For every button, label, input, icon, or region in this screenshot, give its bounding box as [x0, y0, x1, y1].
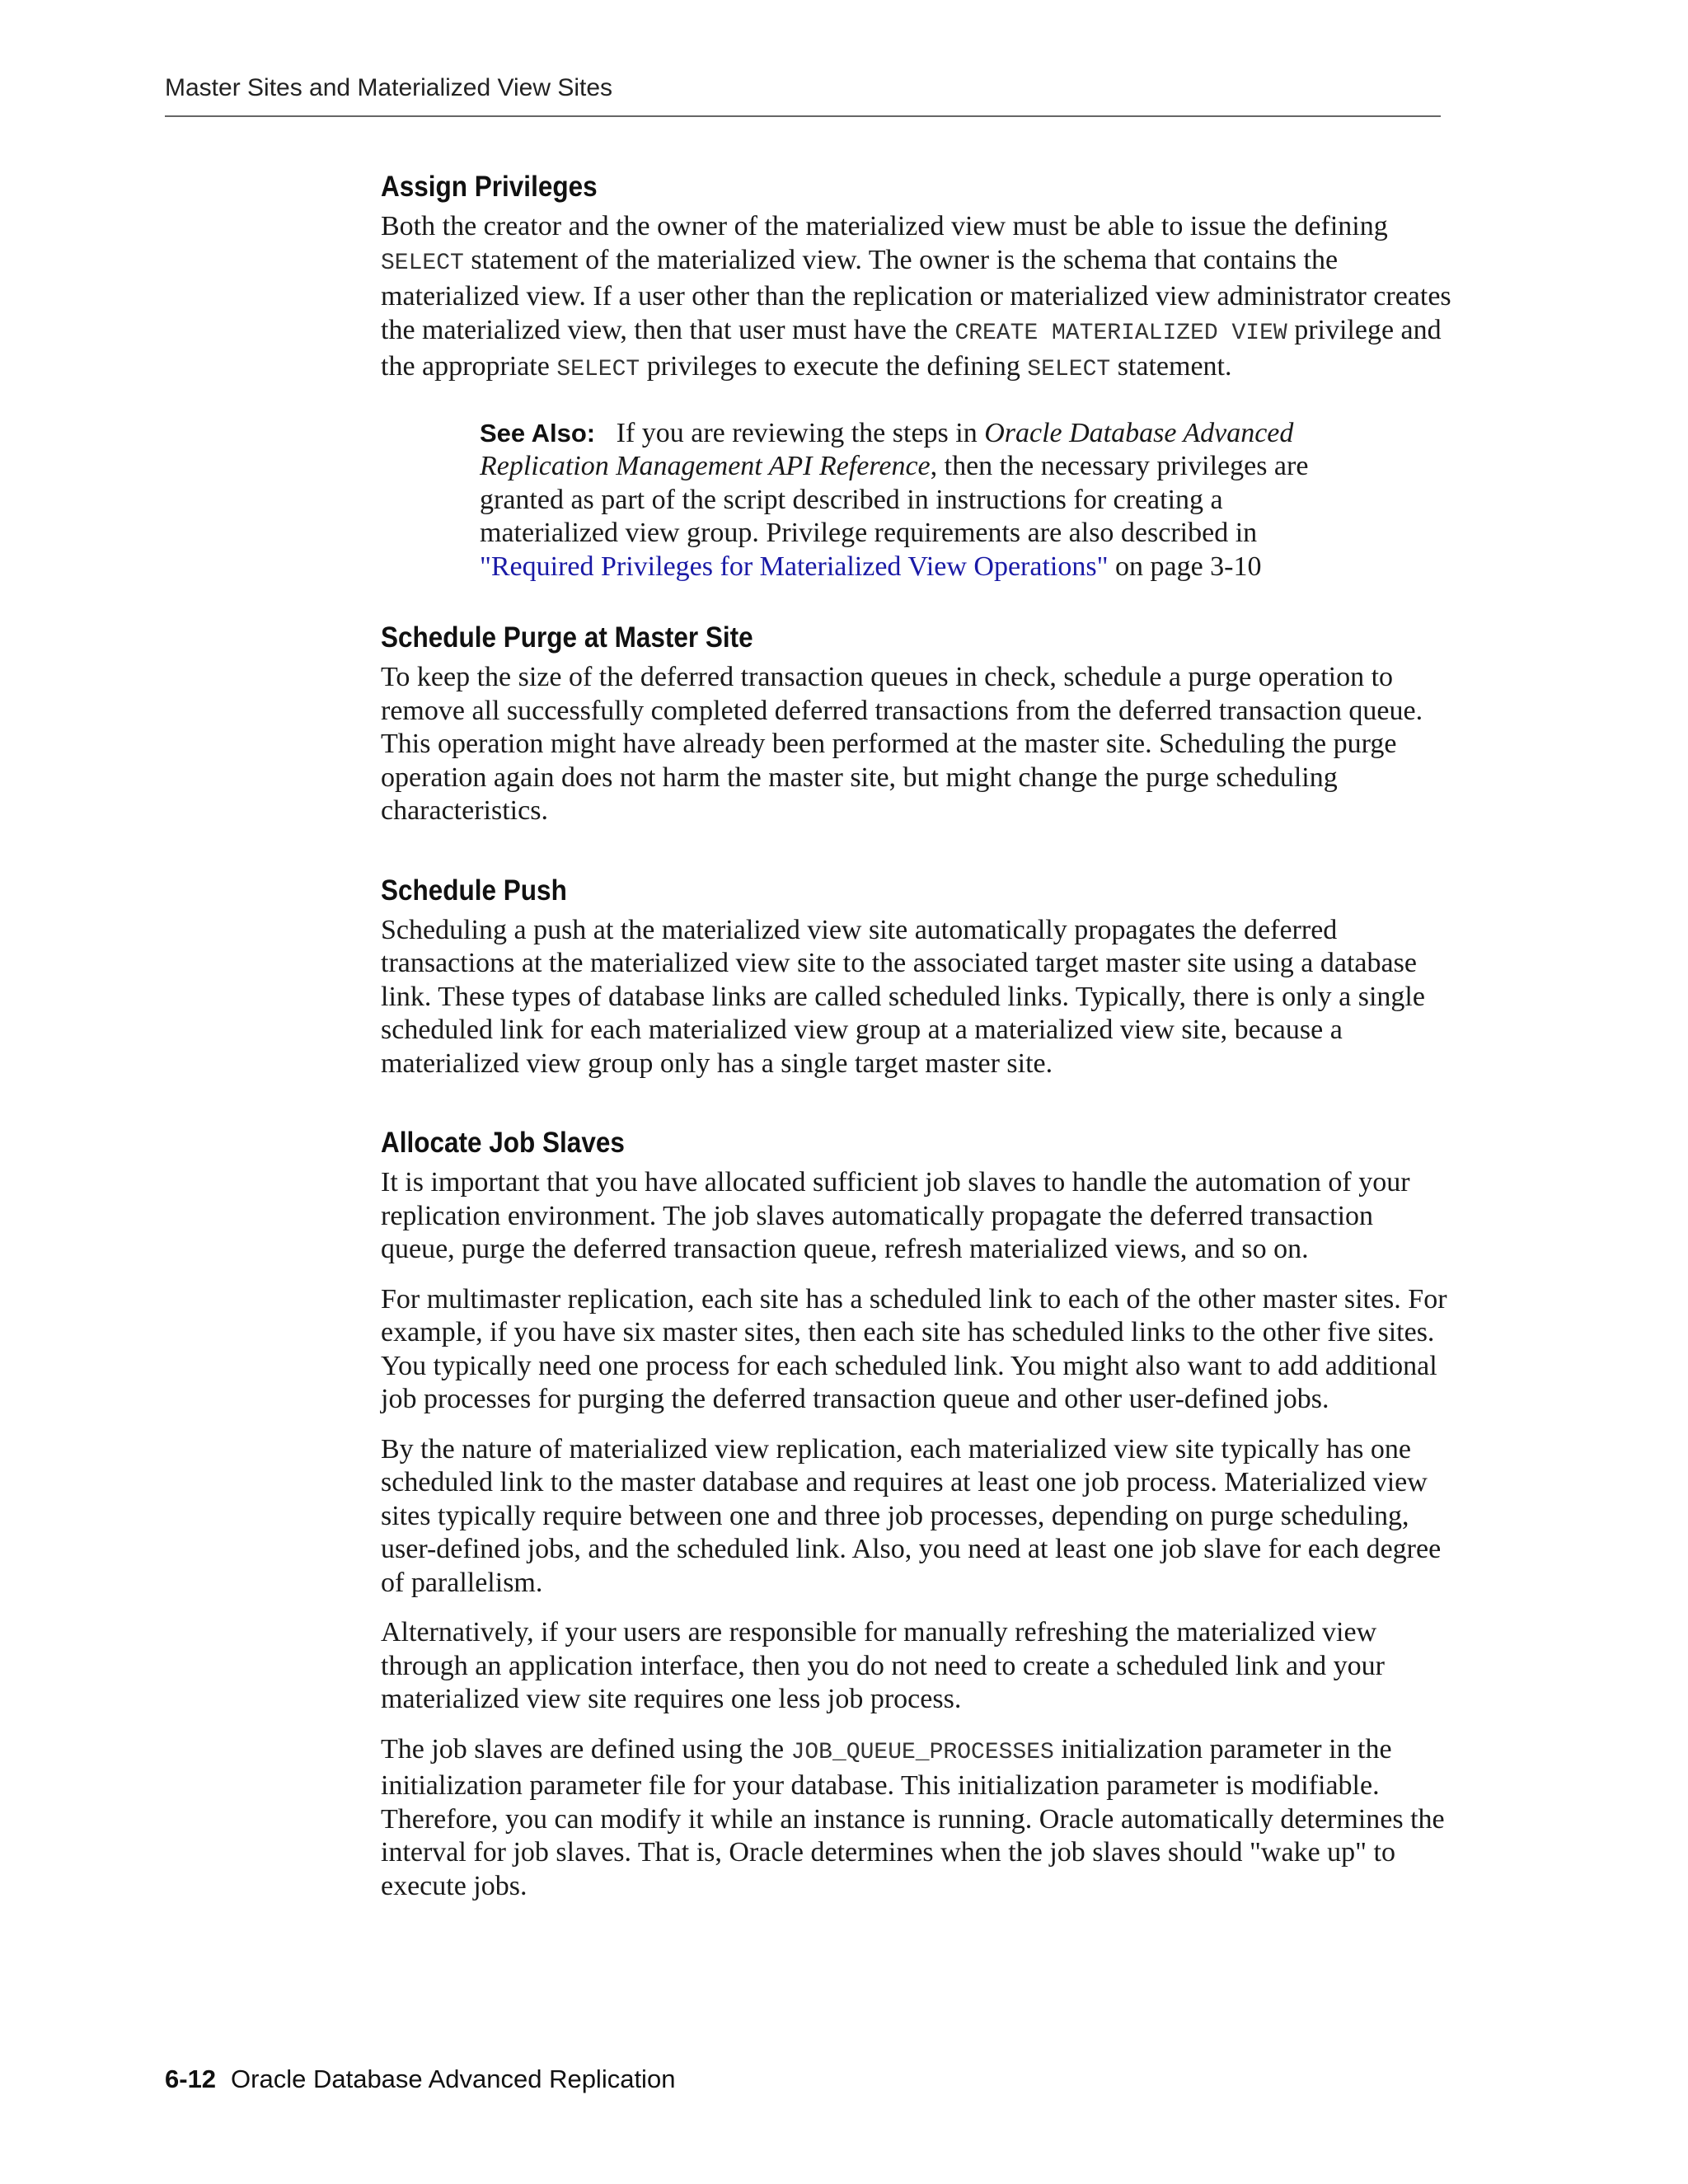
paragraph: By the nature of materialized view replication, each materialized view site typically has one scheduled link to the master database and requires at least one job process. Materialized view sites typically require between one and three job processes, depending on purge scheduling, user-defined jobs, and the scheduled link. Also, you need at least one job slave for each degree of parallelism. [381, 1433, 1442, 1598]
code-job-queue-processes: JOB_QUEUE_PROCESSES [790, 1739, 1054, 1765]
text-run: Both the creator and the owner of the materialized view must be able to issue the defining [381, 211, 1388, 241]
page-number: 6-12 [165, 2064, 217, 2093]
text-run: , then the necessary privileges are granted as part of the script described in instructions for creating a materialized view group. Privilege requirements are also described in [480, 451, 1309, 548]
text-run: on page 3-10 [1108, 551, 1262, 582]
book-title: Oracle Database Advanced Replication [231, 2064, 676, 2093]
see-also-note [480, 417, 1312, 584]
section-heading: Schedule Purge at Master Site [381, 621, 753, 654]
section-schedule-push [381, 873, 1452, 1081]
text-run: The job slaves are defined using the [381, 1733, 791, 1765]
text-run: statement. [1110, 351, 1232, 382]
section-allocate-job-slaves [381, 1125, 1452, 1903]
text-run: initialization parameter in the initialization parameter file for your database. This initialization parameter is modifiable. Therefore, you can modify it while an instance is running. Oracle automatically determines the interval for job slaves. That is, Oracle determines when the job slaves should "wake up" to execute jobs. [381, 1733, 1445, 1901]
section-heading: Schedule Push [381, 874, 567, 907]
running-header: Master Sites and Materialized View Sites [165, 74, 613, 101]
page-footer [165, 2064, 675, 2094]
paragraph: Alternatively, if your users are responsible for manually refreshing the materialized view through an application interface, then you do not need to create a scheduled link and your materialized view site requires one less job process. [381, 1617, 1385, 1714]
see-also-label: See Also: [480, 418, 596, 448]
paragraph [381, 210, 1452, 387]
text-run: statement of the materialized view. The owner is the schema that contains the materialized view. If a user other than the replication or materialized view administrator creates the materialized view, then that user must have the [381, 244, 1451, 345]
text-run: privileges to execute the defining [640, 351, 1028, 382]
paragraph: Scheduling a push at the materialized view site automatically propagates the deferred transactions at the materialized view site to the associated target master site using a database link. These types of database links are called scheduled links. Typically, there is only a single scheduled link for each materialized view group at a materialized view site, because a materialized view group only has a single target master site. [381, 914, 1425, 1079]
code-select: SELECT [556, 357, 640, 382]
paragraph: To keep the size of the deferred transaction queues in check, schedule a purge operation to remove all successfully completed deferred transactions from the deferred transaction queue. This operation might have already been performed at the master site. Scheduling the purge operation again does not harm the master site, but might change the purge scheduling characteristics. [381, 662, 1423, 826]
page-content [381, 169, 1452, 1947]
cross-reference-link[interactable]: "Required Privileges for Materialized View Operations" [480, 551, 1109, 582]
paragraph: For multimaster replication, each site has a scheduled link to each of the other master sites. For example, if you have six master sites, then each site has scheduled links to the other five sites. You typically need one process for each scheduled link. You might also want to add additional job processes for purging the deferred transaction queue and other user-defined jobs. [381, 1283, 1447, 1414]
section-heading: Allocate Job Slaves [381, 1127, 625, 1159]
text-run: If you are reviewing the steps in [616, 417, 985, 448]
paragraph [381, 1733, 1452, 1904]
code-select: SELECT [381, 250, 464, 276]
book-reference: Oracle Database Advanced Replication Management API Reference [480, 417, 1294, 481]
paragraph: It is important that you have allocated sufficient job slaves to handle the automation of your replication environment. The job slaves automatically propagate the deferred transaction queue, purge the deferred transaction queue, refresh materialized views, and so on. [381, 1167, 1410, 1264]
code-create-mv: CREATE MATERIALIZED VIEW [954, 320, 1287, 346]
code-select: SELECT [1027, 357, 1111, 382]
text-run: privilege and the appropriate [381, 314, 1442, 382]
section-assign-privileges [381, 169, 1452, 583]
section-heading: Assign Privileges [381, 171, 598, 203]
header-rule [165, 115, 1441, 117]
section-schedule-purge [381, 620, 1452, 828]
